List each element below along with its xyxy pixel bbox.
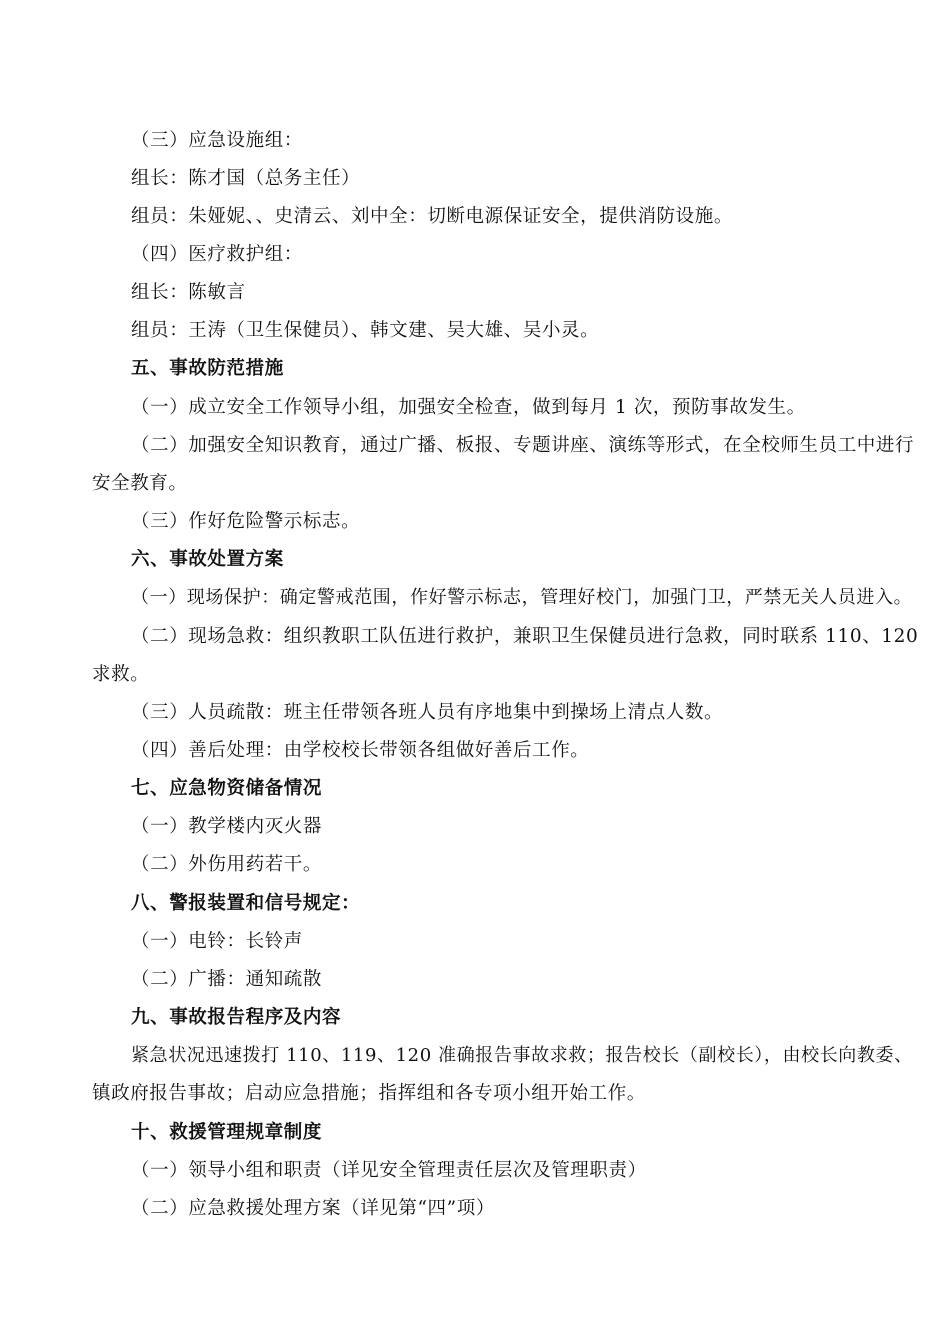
paragraph-line: （二）外伤用药若干。 <box>131 854 323 875</box>
section-heading-7: 七、应急物资储备情况 <box>131 778 323 799</box>
group-leader-line: 组长：陈敏言 <box>131 282 246 303</box>
section-heading-6: 六、事故处置方案 <box>131 549 284 570</box>
paragraph-line: （一）领导小组和职责（详见安全管理责任层次及管理职责） <box>131 1160 647 1181</box>
paragraph-line: （二）应急救援处理方案（详见第“四”项） <box>131 1198 495 1219</box>
group-members-line: 组员：朱娅妮、、史清云、刘中全：切断电源保证安全，提供消防设施。 <box>131 206 733 227</box>
paragraph-line: 紧急状况迅速拨打 110、119、120 准确报告事故求救；报告校长（副校长），由校长向教委、 <box>131 1045 913 1066</box>
group-leader-line: 组长：陈才国（总务主任） <box>131 168 361 189</box>
section-heading-8: 八、警报装置和信号规定： <box>131 893 361 914</box>
paragraph-line: （一）教学楼内灭火器 <box>131 816 323 837</box>
paragraph-line: （三）人员疏散：班主任带领各班人员有序地集中到操场上清点人数。 <box>131 702 724 723</box>
paragraph-continuation-line: 安全教育。 <box>92 473 188 494</box>
section-heading-10: 十、救援管理规章制度 <box>131 1122 323 1143</box>
subsection-title-medical-rescue: （四）医疗救护组： <box>131 244 303 265</box>
subsection-title-emergency-facilities: （三）应急设施组： <box>131 130 303 151</box>
paragraph-line: （一）成立安全工作领导小组，加强安全检查，做到每月 1 次，预防事故发生。 <box>131 397 806 418</box>
paragraph-line: （二）加强安全知识教育，通过广播、板报、专题讲座、演练等形式，在全校师生员工中进行 <box>131 435 915 456</box>
paragraph-line: （一）电铃：长铃声 <box>131 931 303 952</box>
paragraph-continuation-line: 镇政府报告事故；启动应急措施；指挥组和各专项小组开始工作。 <box>92 1083 646 1104</box>
paragraph-continuation-line: 求救。 <box>92 664 150 685</box>
paragraph-line: （四）善后处理：由学校校长带领各组做好善后工作。 <box>131 740 590 761</box>
section-heading-5: 五、事故防范措施 <box>131 358 284 379</box>
paragraph-line: （一）现场保护：确定警戒范围，作好警示标志，管理好校门，加强门卫，严禁无关人员进入。 <box>131 587 913 608</box>
section-heading-9: 九、事故报告程序及内容 <box>131 1007 342 1028</box>
paragraph-line: （三）作好危险警示标志。 <box>131 511 361 532</box>
paragraph-line: （二）广播：通知疏散 <box>131 969 323 990</box>
paragraph-line: （二）现场急救：组织教职工队伍进行救护，兼职卫生保健员进行急救，同时联系 110、120 <box>131 626 919 647</box>
group-members-line: 组员：王涛（卫生保健员）、韩文建、吴大雄、吴小灵。 <box>131 320 600 341</box>
